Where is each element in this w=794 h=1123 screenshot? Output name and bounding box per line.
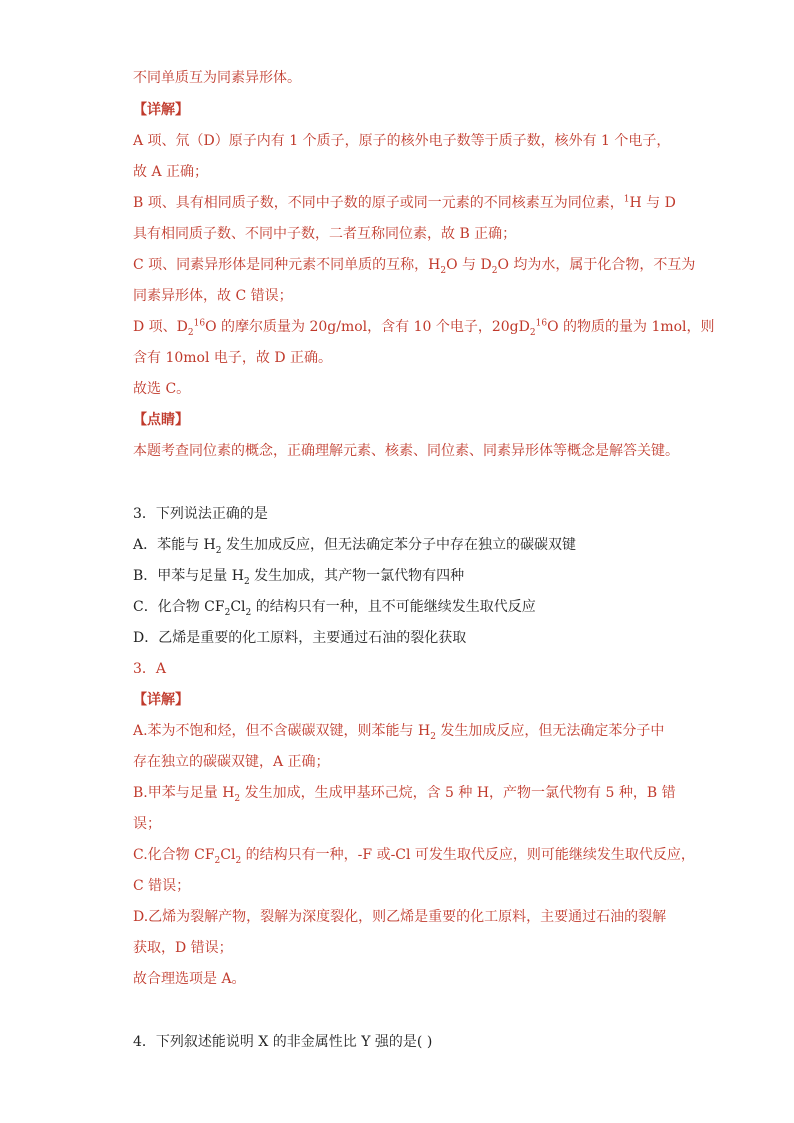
text-line: B.甲苯与足量 $H_2$ 发生加成，生成甲基环己烷，含 5 种 H，产物一氯代物有 5 种，B 错	[133, 785, 676, 804]
text-line: 含有 10mol 电子，故 D 正确。	[133, 350, 333, 366]
text-line: 存在独立的碳碳双键，A 正确；	[133, 754, 330, 770]
text-line: 故 A 正确；	[133, 164, 209, 180]
question-3-stem: 3．下列说法正确的是	[133, 506, 268, 522]
text-line: 本题考查同位素的概念，正确理解元素、核素、同位素、同素异形体等概念是解答关键。	[133, 443, 679, 459]
text-line: 同素异形体，故 C 错误；	[133, 288, 293, 304]
text-line: A 项、氘（D）原子内有 1 个质子，原子的核外电子数等于质子数，核外有 1 个电子，	[133, 133, 671, 149]
text-line: D.乙烯为裂解产物，裂解为深度裂化，则乙烯是重要的化工原料，主要通过石油的裂解	[133, 909, 667, 925]
section-heading-note: 【点睛】	[133, 412, 189, 428]
text-line: 具有相同质子数、不同中子数，二者互称同位素，故 B 正确；	[133, 226, 517, 242]
question-3-option-a: A．苯能与 $H_2$ 发生加成反应，但无法确定苯分子中存在独立的碳碳双键	[133, 537, 576, 556]
text-line: 故选 C。	[133, 381, 191, 397]
question-3-option-b: B．甲苯与足量 $H_2$ 发生加成，其产物一氯代物有四种	[133, 568, 465, 587]
text-line: D 项、$D_2^{16}O$ 的摩尔质量为 20g/mol，含有 10 个电子，$20gD_2^{16}O$ 的物质的量为 1mol，则	[133, 318, 715, 338]
text-line: B 项、具有相同质子数，不同中子数的原子或同一元素的不同核素互为同位素，$^1$H 与 D	[133, 194, 676, 211]
question-3-option-d: D．乙烯是重要的化工原料，主要通过石油的裂化获取	[133, 630, 467, 646]
text-line: A.苯为不饱和烃，但不含碳碳双键，则苯能与 $H_2$ 发生加成反应，但无法确定苯分子中	[133, 723, 665, 742]
text-line: C 错误；	[133, 878, 191, 894]
section-heading-detail: 【详解】	[133, 102, 189, 118]
text-line: 获取，D 错误；	[133, 940, 233, 956]
question-4-stem: 4．下列叙述能说明 X 的非金属性比 Y 强的是( )	[133, 1034, 433, 1050]
text-line: 不同单质互为同素异形体。	[133, 70, 301, 86]
text-line: C 项、同素异形体是同种元素不同单质的互称，$H_2O$ 与 $D_2O$ 均为水，属于化合物，不互为	[133, 257, 696, 276]
answer-3: 3．A	[133, 661, 167, 677]
text-line: 故合理选项是 A。	[133, 971, 246, 987]
text-line: 误；	[133, 816, 161, 832]
text-line: C.化合物 $CF_2Cl_2$ 的结构只有一种，-F 或-Cl 可发生取代反应，则可能继续发生取代反应，	[133, 847, 695, 866]
question-3-option-c: C．化合物 $CF_2Cl_2$ 的结构只有一种，且不可能继续发生取代反应	[133, 599, 536, 618]
section-heading-detail-3: 【详解】	[133, 692, 189, 708]
